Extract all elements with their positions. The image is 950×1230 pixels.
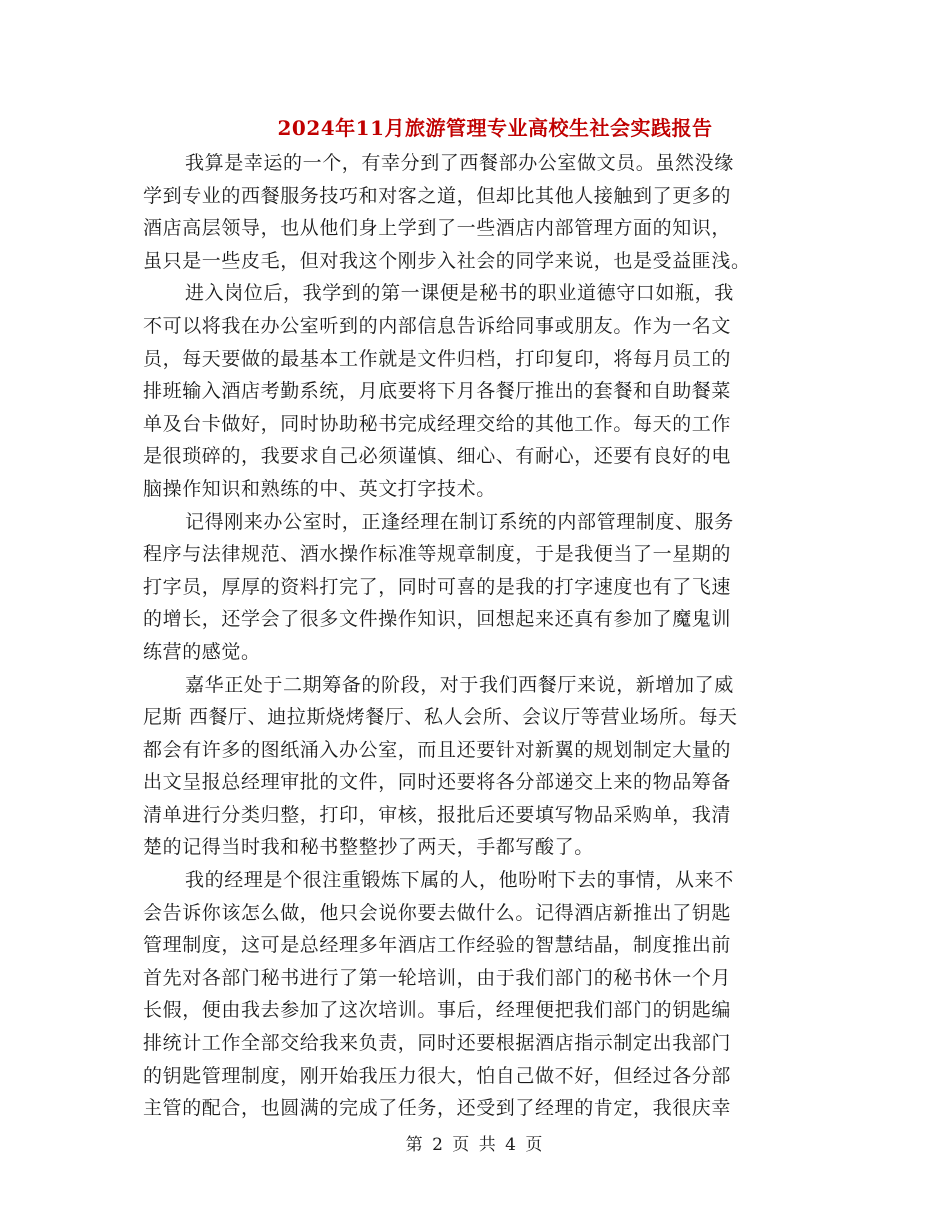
text-line: 的增长，还学会了很多文件操作知识，回想起来还真有参加了魔鬼训 — [143, 608, 732, 631]
paragraph-2 — [143, 277, 807, 505]
text-line: 的钥匙管理制度，刚开始我压力很大，怕自己做不好，但经过各分部 — [143, 1064, 732, 1087]
paragraph-4 — [143, 669, 807, 865]
text-line: 清单进行分类归整，打印，审核，报批后还要填写物品采购单，我清 — [143, 803, 732, 826]
text-line: 记得刚来办公室时，正逢经理在制订系统的内部管理制度、服务 — [185, 510, 734, 533]
text-line: 楚的记得当时我和秘书整整抄了两天，手都写酸了。 — [143, 836, 594, 859]
paragraph-3 — [143, 506, 807, 669]
text-line: 出文呈报总经理审批的文件，同时还要将各分部递交上来的物品筹备 — [143, 771, 732, 794]
text-line: 虽只是一些皮毛，但对我这个刚步入社会的同学来说，也是受益匪浅。 — [143, 249, 751, 272]
page-number-footer: 第 2 页 共 4 页 — [405, 1135, 545, 1155]
text-line: 排统计工作全部交给我来负责，同时还要根据酒店指示制定出我部门 — [143, 1032, 732, 1055]
text-line: 练营的感觉。 — [143, 640, 261, 663]
text-line: 尼斯 西餐厅、迪拉斯烧烤餐厅、私人会所、会议厅等营业场所。每天 — [143, 706, 738, 729]
text-line: 排班输入酒店考勤系统，月底要将下月各餐厅推出的套餐和自助餐菜 — [143, 380, 732, 403]
text-line: 单及台卡做好，同时协助秘书完成经理交给的其他工作。每天的工作 — [143, 412, 732, 435]
text-line: 都会有许多的图纸涌入办公室，而且还要针对新翼的规划制定大量的 — [143, 738, 732, 761]
document-body — [143, 147, 807, 1125]
text-line: 我的经理是个很注重锻炼下属的人，他吩咐下去的事情，从来不 — [185, 869, 734, 892]
text-line: 首先对各部门秘书进行了第一轮培训，由于我们部门的秘书休一个月 — [143, 966, 732, 989]
paragraph-5 — [143, 864, 807, 1125]
text-line: 脑操作知识和熟练的中、英文打字技术。 — [143, 477, 496, 500]
text-line: 我算是幸运的一个，有幸分到了西餐部办公室做文员。虽然没缘 — [185, 152, 734, 174]
text-line: 酒店高层领导，也从他们身上学到了一些酒店内部管理方面的知识， — [143, 217, 732, 240]
text-line: 长假，便由我去参加了这次培训。事后，经理便把我们部门的钥匙编 — [143, 999, 732, 1022]
text-line: 打字员，厚厚的资料打完了，同时可喜的是我的打字速度也有了飞速 — [143, 575, 732, 598]
text-line: 嘉华正处于二期筹备的阶段，对于我们西餐厅来说，新增加了威 — [185, 673, 734, 696]
text-line: 程序与法律规范、酒水操作标准等规章制度，于是我便当了一星期的 — [143, 543, 732, 566]
text-line: 员，每天要做的最基本工作就是文件归档，打印复印，将每月员工的 — [143, 347, 732, 370]
document-title: 2024年11月旅游管理专业高校生社会实践报告 — [277, 116, 713, 140]
text-line: 管理制度，这可是总经理多年酒店工作经验的智慧结晶，制度推出前 — [143, 934, 732, 957]
text-line: 进入岗位后，我学到的第一课便是秘书的职业道德守口如瓶，我 — [185, 282, 734, 305]
text-line: 学到专业的西餐服务技巧和对客之道，但却比其他人接触到了更多的 — [143, 184, 732, 207]
text-line: 主管的配合，也圆满的完成了任务，还受到了经理的肯定，我很庆幸 — [143, 1097, 732, 1120]
text-line: 是很琐碎的，我要求自己必须谨慎、细心、有耐心，还要有良好的电 — [143, 445, 732, 468]
paragraph-1 — [143, 147, 807, 277]
text-line: 不可以将我在办公室听到的内部信息告诉给同事或朋友。作为一名文 — [143, 314, 732, 337]
text-line: 会告诉你该怎么做，他只会说你要去做什么。记得酒店新推出了钥匙 — [143, 901, 732, 924]
